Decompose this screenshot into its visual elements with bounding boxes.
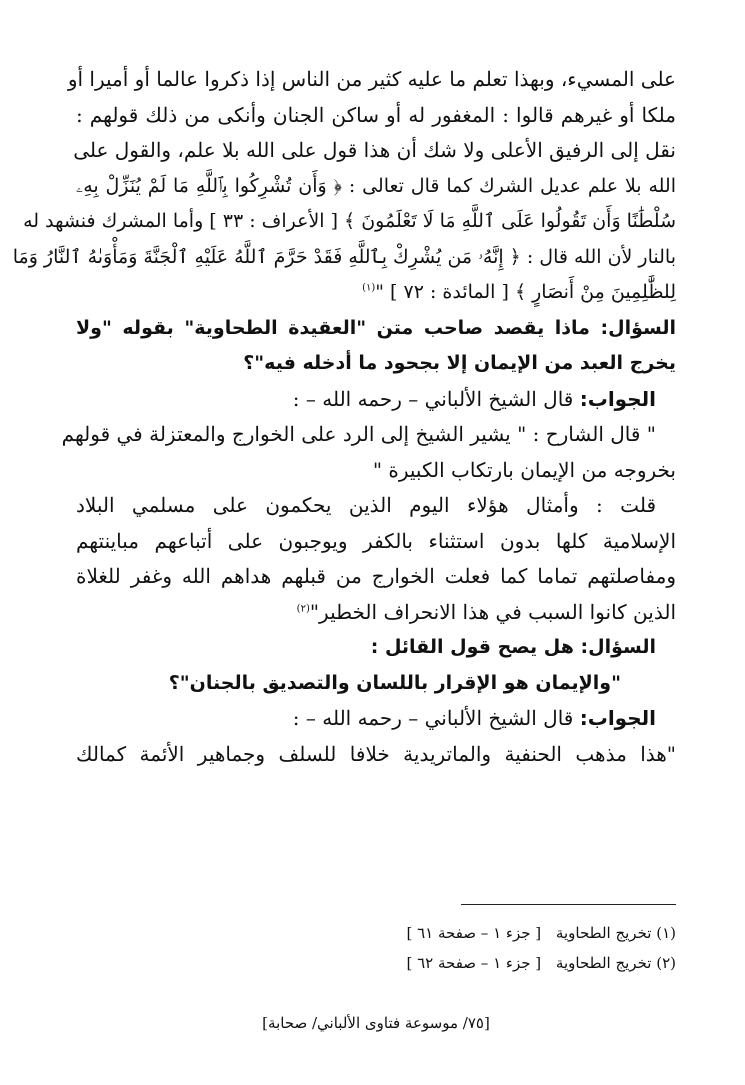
answer-label: الجواب: — [579, 386, 656, 411]
footnote-title: تخريج الطحاوية — [555, 924, 652, 942]
answer-1-comment-line: ومفاصلتهم تماما كما فعلت الخوارج من قبلهم هداهم الله وغفر للغلاة — [76, 564, 676, 588]
answer-label: الجواب: — [579, 706, 656, 730]
question-text: ماذا يقصد صاحب متن "العقيدة الطحاوية" بقوله "ولا — [76, 316, 590, 339]
body-line-quran: الله بلا علم عديل الشرك كما قال تعالى : ﴿ وَأَن تُشْرِكُوا بِٱللَّهِ مَا لَمْ يُنَزِّلْ بِهِۦ — [76, 174, 676, 197]
body-line-text: الذين كانوا السبب في هذا الانحراف الخطير" — [309, 599, 676, 624]
body-line-quran: بالنار لأن الله قال : ﴿ إِنَّهُۥ مَن يُشْرِكْ بِٱللَّهِ فَقَدْ حَرَّمَ ٱللَّهُ عَلَيْهِ ٱلْجَنَّةَ وَمَأْوَىٰهُ ٱلنَّارُ وَمَا — [12, 245, 676, 268]
document-page — [12, 62, 676, 1052]
answer-1-comment-line: الإسلامية كلها بدون استثناء بالكفر ويوجبون على أتباعهم مباينتهم — [76, 528, 676, 553]
body-line-quran-end — [76, 275, 676, 311]
body-line: ملكا أو غيرهم قالوا : المغفور له أو ساكن الجنان وأنكى من ذلك قولهم : — [76, 102, 676, 127]
question-1-line-1 — [76, 311, 676, 347]
answer-1-quote-line: بخروجه من الإيمان بارتكاب الكبيرة " — [372, 457, 676, 482]
answer-1-heading — [76, 382, 676, 418]
footnote-reference: [ جزء ١ – صفحة ٦٢ ] — [406, 954, 542, 972]
footnote-item — [76, 948, 676, 978]
answer-2-line: "هذا مذهب الحنفية والماتريدية خلافا للسلف وجماهير الأئمة كمالك — [76, 741, 676, 766]
answer-attribution: قال الشيخ الألباني – رحمه الله – : — [292, 706, 574, 730]
footnote-separator — [461, 904, 676, 905]
question-2-line-2: "والإيمان هو الإقرار باللسان والتصديق بالجنان"؟ — [168, 671, 621, 694]
body-line-quran: سُلْطَٰنًا وَأَن تَقُولُوا عَلَى ٱللَّهِ مَا لَا تَعْلَمُونَ ﴾ [ الأعراف : ٣٣ ] وأما المشرك فنشهد له — [23, 210, 676, 232]
question-label: السؤال: — [580, 636, 656, 658]
footnote-number: (٢) — [656, 954, 676, 972]
footnote-number: (١) — [656, 924, 676, 942]
footnote-item — [76, 918, 676, 948]
body-line-text: لِلظَّٰلِمِينَ مِنْ أَنصَارٍ ﴾ [ المائدة : ٧٢ ] " — [375, 281, 676, 303]
question-label: السؤال: — [600, 316, 676, 339]
footnote-marker-2: (٢) — [296, 602, 310, 614]
footnotes — [76, 918, 676, 978]
body-line: نقل إلى الرفيق الأعلى ولا شك أن هذا قول على الله بلا علم، والقول على — [73, 138, 676, 162]
answer-attribution: قال الشيخ الألباني – رحمه الله – : — [292, 386, 574, 411]
footnote-title: تخريج الطحاوية — [555, 954, 652, 972]
page-footer-folio: [٧٥/ موسوعة فتاوى الألباني/ صحابة] — [262, 1014, 490, 1032]
answer-2-heading — [76, 701, 676, 737]
answer-1-comment-line: قلت : وأمثال هؤلاء اليوم الذين يحكمون على مسلمي البلاد — [76, 493, 656, 517]
answer-1-quote-line: " قال الشارح : " يشير الشيخ إلى الرد على الخوارج والمعتزلة في قولهم — [61, 422, 656, 446]
question-2-line-1 — [76, 630, 676, 666]
question-1-line-2: يخرج العبد من الإيمان إلا بجحود ما أدخله فيه"؟ — [243, 352, 676, 374]
body-line: على المسيء، وبهذا تعلم ما عليه كثير من الناس إذا ذكروا عالما أو أميرا أو — [67, 67, 676, 91]
answer-1-comment-line-end — [76, 595, 676, 631]
question-text: هل يصح قول القائل : — [370, 636, 574, 658]
footnote-reference: [ جزء ١ – صفحة ٦١ ] — [406, 924, 542, 942]
footnote-marker-1: (١) — [362, 282, 376, 294]
